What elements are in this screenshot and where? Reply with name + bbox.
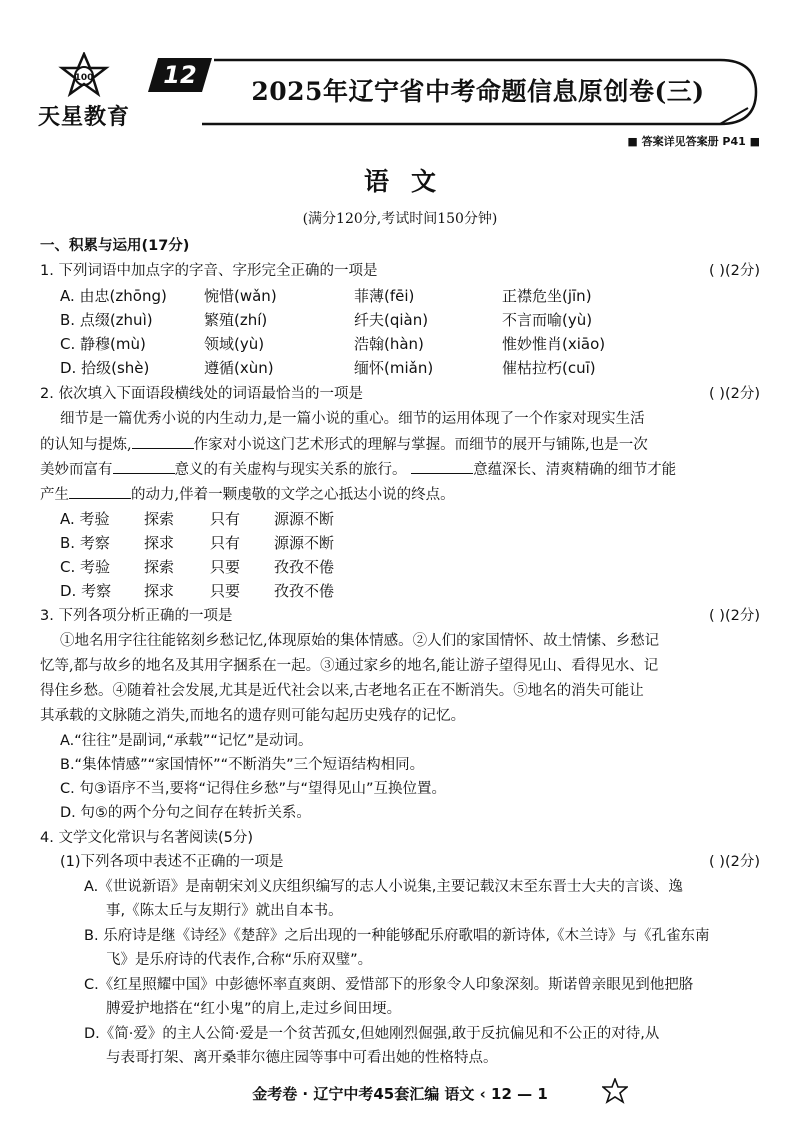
- exam-title: 2025年辽宁省中考命题信息原创卷(三): [251, 77, 705, 106]
- q4-option-d-line-1: D.《简·爱》的主人公简·爱是一个贫苦孤女,但她刚烈倔强,敢于反抗偏见和不公正的对待,从: [84, 1026, 660, 1042]
- q2-option-c-1: C. 考验: [60, 558, 111, 576]
- q3-option-d: D. 句⑤的两个分句之间存在转折关系。: [60, 805, 311, 821]
- q1-option-a-1: A. 由忠(zhōng): [60, 287, 167, 305]
- q2-option-b-1: B. 考察: [60, 534, 110, 552]
- blank-4[interactable]: [69, 484, 131, 499]
- q3-passage-line-1: ①地名用字往往能铭刻乡愁记忆,体现原始的集体情感。②人们的家国情怀、故土情愫、乡愁记: [60, 633, 660, 649]
- q1-option-c-4: 惟妙惟肖(xiāo): [502, 335, 606, 353]
- q2-passage-line-3: [40, 459, 676, 480]
- q2-option-a-4: 源源不断: [274, 510, 335, 528]
- q1-option-a-3: 菲薄(fēi): [354, 287, 415, 305]
- q1-option-a-2: 惋惜(wǎn): [204, 287, 277, 305]
- q1-option-c-2: 领域(yù): [204, 335, 265, 353]
- blank-3[interactable]: [411, 459, 473, 474]
- brand-logo: [38, 52, 146, 130]
- q2-option-a-2: 探索: [144, 510, 175, 528]
- q1-option-c-1: C. 静穆(mù): [60, 335, 146, 353]
- q1-option-b-1: B. 点缀(zhuì): [60, 311, 153, 329]
- subject-heading: 语文: [363, 167, 458, 196]
- q4-option-a-line-2: 事,《陈太丘与友期行》就出自本书。: [106, 903, 343, 919]
- q3-option-a: A.“往往”是副词,“承载”“记忆”是动词。: [60, 733, 313, 749]
- q3-passage-line-4: 其承载的文脉随之消失,而地名的遗存则可能勾起历史残存的记忆。: [40, 708, 466, 724]
- q2-option-c-3: 只要: [210, 558, 241, 576]
- blank-2[interactable]: [113, 459, 175, 474]
- answer-reference: ■ 答案详见答案册 P41 ■: [627, 135, 760, 148]
- question-1-stem: 1. 下列词语中加点字的字音、字形完全正确的一项是: [40, 263, 378, 279]
- q1-option-d-4: 催枯拉朽(cuī): [502, 359, 596, 377]
- q1-option-a-4: 正襟危坐(jīn): [502, 287, 592, 305]
- q1-option-c-3: 浩翰(hàn): [354, 335, 424, 353]
- q2-option-d-1: D. 考察: [60, 582, 112, 600]
- star-mascot-icon: [602, 1078, 628, 1104]
- blank-1[interactable]: [132, 434, 194, 449]
- question-2-score: ( )(2分): [709, 386, 760, 402]
- q2-text: 意义的有关虚构与现实关系的旅行。: [174, 462, 407, 478]
- q2-option-d-2: 探求: [144, 582, 175, 600]
- q2-option-b-4: 源源不断: [274, 534, 335, 552]
- q3-passage-line-3: 得住乡愁。④随着社会发展,尤其是近代社会以来,古老地名正在不断消失。⑤地名的消失可能让: [40, 683, 644, 699]
- issue-number: 12: [163, 61, 197, 89]
- q1-option-b-3: 纤夫(qiàn): [354, 311, 429, 329]
- q4-option-b-line-2: 飞》是乐府诗的代表作,合称“乐府双璧”。: [106, 952, 373, 968]
- star-logo-icon: [56, 52, 112, 98]
- page-footer: 金考卷 · 辽宁中考45套汇编 语文 ‹ 12 — 1: [252, 1085, 548, 1103]
- q2-passage-line-4: [40, 484, 455, 505]
- q1-option-d-2: 遵循(xùn): [204, 359, 274, 377]
- svg-text:100: 100: [74, 73, 94, 83]
- q3-option-c: C. 句③语序不当,要将“记得住乡愁”与“望得见山”互换位置。: [60, 781, 446, 797]
- q4-option-a-line-1: A.《世说新语》是南朝宋刘义庆组织编写的志人小说集,主要记载汉末至东晋士大夫的言谈、逸: [84, 879, 683, 895]
- q2-text: 的认知与提炼,: [40, 437, 132, 453]
- question-2-stem: 2. 依次填入下面语段横线处的词语最恰当的一项是: [40, 386, 363, 402]
- question-3-score: ( )(2分): [709, 608, 760, 624]
- q2-text: 意蕴深长、清爽精确的细节才能: [473, 462, 677, 478]
- q2-option-b-3: 只有: [210, 534, 241, 552]
- q4-option-b-line-1: B. 乐府诗是继《诗经》《楚辞》之后出现的一种能够配乐府歌唱的新诗体,《木兰诗》与《孔雀东南: [84, 928, 710, 944]
- q4-option-c-line-2: 膊爱护地搭在“红小鬼”的肩上,走过乡间田埂。: [106, 1001, 402, 1017]
- q1-option-b-4: 不言而喻(yù): [502, 311, 593, 329]
- question-1-score: ( )(2分): [709, 263, 760, 279]
- q3-option-b: B.“集体情感”“家国情怀”“不断消失”三个短语结构相同。: [60, 757, 425, 773]
- q2-option-b-2: 探求: [144, 534, 175, 552]
- q2-passage-line-2: [40, 434, 648, 455]
- q1-option-d-3: 缅怀(miǎn): [354, 359, 434, 377]
- q4-option-c-line-1: C.《红星照耀中国》中彭德怀率直爽朗、爱惜部下的形象令人印象深刻。斯诺曾亲眼见到他把胳: [84, 977, 694, 993]
- q2-option-d-4: 孜孜不倦: [274, 582, 335, 600]
- q2-option-a-1: A. 考验: [60, 510, 110, 528]
- q2-text: 的动力,伴着一颗虔敬的文学之心抵达小说的终点。: [131, 487, 455, 503]
- brand-name: 天星教育: [38, 105, 131, 130]
- question-4-stem: 4. 文学文化常识与名著阅读(5分): [40, 830, 253, 846]
- q3-passage-line-2: 忆等,都与故乡的地名及其用字捆系在一起。③通过家乡的地名,能让游子望得见山、看得见水、记: [40, 658, 659, 674]
- question-4-sub1: (1)下列各项中表述不正确的一项是: [60, 854, 284, 870]
- q2-text: 产生: [40, 487, 69, 503]
- q1-option-d-1: D. 拾级(shè): [60, 359, 150, 377]
- q2-text: 美妙而富有: [40, 462, 113, 478]
- q2-text: 作家对小说这门艺术形式的理解与掌握。而细节的展开与铺陈,也是一次: [193, 437, 648, 453]
- question-3-stem: 3. 下列各项分析正确的一项是: [40, 608, 233, 624]
- q1-option-b-2: 繁殖(zhí): [204, 311, 268, 329]
- question-4-score: ( )(2分): [709, 854, 760, 870]
- q2-option-c-2: 探索: [144, 558, 175, 576]
- score-info: (满分120分,考试时间150分钟): [302, 211, 498, 227]
- section-heading: 一、积累与运用(17分): [40, 238, 190, 254]
- q2-option-c-4: 孜孜不倦: [274, 558, 335, 576]
- q2-option-d-3: 只要: [210, 582, 241, 600]
- q2-option-a-3: 只有: [210, 510, 241, 528]
- q4-option-d-line-2: 与表哥打架、离开桑菲尔德庄园等事中可看出她的性格特点。: [106, 1050, 498, 1066]
- q2-passage-line-1: 细节是一篇优秀小说的内生动力,是一篇小说的重心。细节的运用体现了一个作家对现实生活: [60, 411, 645, 427]
